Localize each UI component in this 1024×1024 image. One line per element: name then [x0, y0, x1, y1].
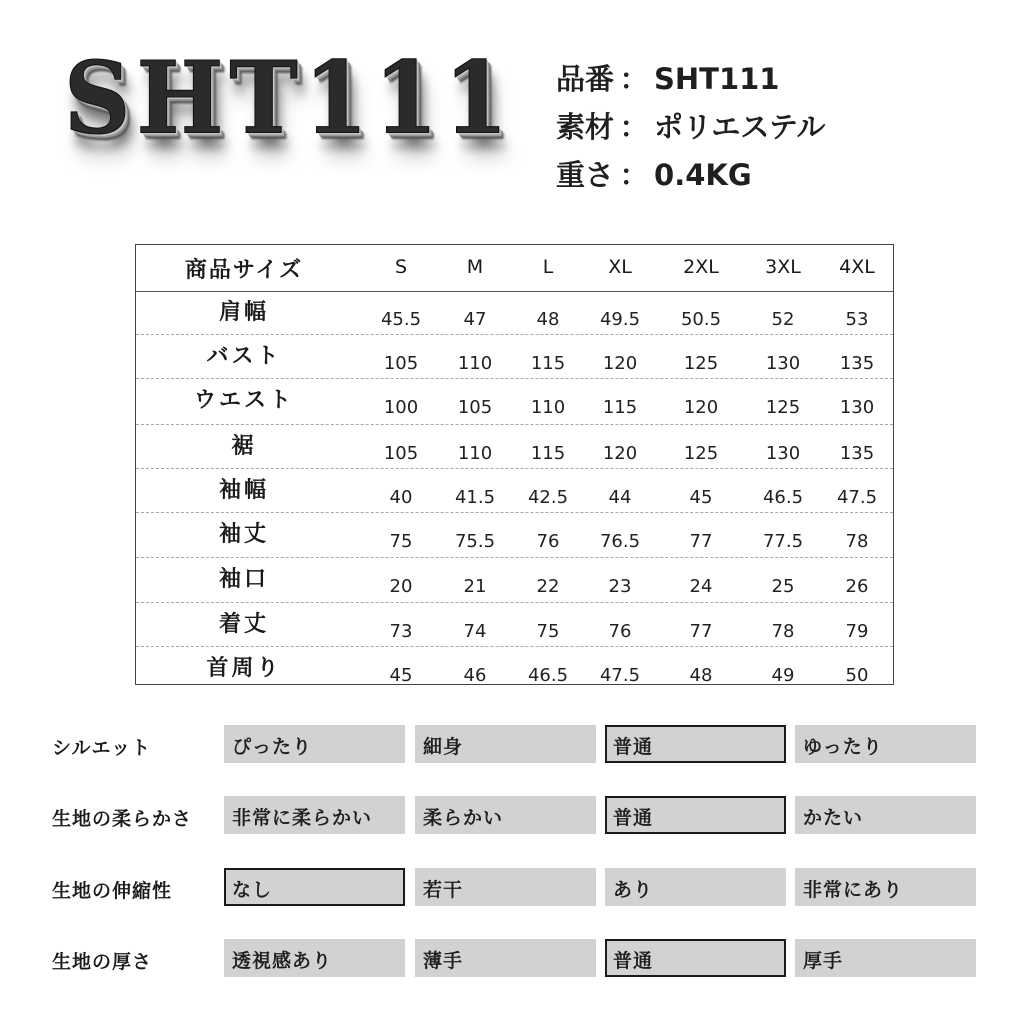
measurement-label: ウエスト [193, 388, 294, 413]
attribute-option: 透視感あり [224, 939, 405, 977]
measurement-value: 50.5 [680, 309, 722, 330]
measurement-label: 袖幅 [218, 478, 269, 503]
attribute-label: 生地の伸縮性 [52, 880, 173, 902]
measurement-value: 110 [530, 397, 566, 418]
measurement-value: 105 [457, 397, 493, 418]
measurement-value: 53 [845, 309, 869, 330]
attribute-option: 細身 [415, 725, 596, 763]
measurement-value: 40 [389, 487, 413, 508]
attribute-option: 柔らかい [415, 796, 596, 834]
size-table-header-label: 商品サイズ [184, 258, 304, 283]
measurement-value: 77 [689, 621, 713, 642]
attribute-label: 生地の柔らかさ [52, 808, 193, 830]
spec-key: 品番 [556, 62, 615, 96]
attribute-option: あり [605, 868, 786, 906]
measurement-value: 125 [683, 353, 719, 374]
product-logo: SHT111 [64, 39, 514, 157]
spec-key: 重さ [556, 158, 615, 192]
measurement-value: 45 [689, 487, 713, 508]
measurement-value: 75.5 [454, 531, 496, 552]
measurement-value: 25 [771, 576, 795, 597]
measurement-value: 115 [530, 353, 566, 374]
attribute-option: 非常にあり [795, 868, 976, 906]
measurement-value: 48 [689, 665, 713, 686]
measurement-value: 47 [463, 309, 487, 330]
measurement-value: 115 [602, 397, 638, 418]
measurement-value: 74 [463, 621, 487, 642]
thickness-row [0, 939, 1024, 979]
measurement-value: 76.5 [599, 531, 641, 552]
measurement-value: 47.5 [836, 487, 878, 508]
size-column-header: M [466, 256, 484, 278]
measurement-value: 75 [389, 531, 413, 552]
measurement-value: 110 [457, 443, 493, 464]
measurement-value: 135 [839, 353, 875, 374]
size-table-row [136, 425, 893, 469]
attribute-option: 若干 [415, 868, 596, 906]
measurement-value: 49.5 [599, 309, 641, 330]
size-table-row [136, 558, 893, 603]
measurement-label: 首周り [206, 656, 282, 681]
measurement-value: 77.5 [762, 531, 804, 552]
attribute-option-selected: 普通 [605, 725, 786, 763]
measurement-value: 52 [771, 309, 795, 330]
size-table-row [136, 291, 893, 335]
attribute-option: ぴったり [224, 725, 405, 763]
measurement-value: 23 [608, 576, 632, 597]
measurement-value: 45.5 [380, 309, 422, 330]
measurement-value: 130 [765, 443, 801, 464]
measurement-value: 26 [845, 576, 869, 597]
size-column-header: 3XL [765, 256, 801, 278]
measurement-value: 76 [536, 531, 560, 552]
measurement-value: 46.5 [527, 665, 569, 686]
measurement-label: 袖丈 [218, 522, 269, 547]
spec-weight [556, 151, 825, 199]
measurement-value: 46.5 [762, 487, 804, 508]
spec-value: 0.4KG [654, 158, 752, 192]
spec-separator: ： [619, 110, 649, 144]
measurement-value: 45 [389, 665, 413, 686]
measurement-value: 115 [530, 443, 566, 464]
size-column-header: 2XL [683, 256, 719, 278]
measurement-value: 21 [463, 576, 487, 597]
measurement-value: 130 [765, 353, 801, 374]
measurement-label: 着丈 [218, 612, 269, 637]
size-table-row [136, 379, 893, 425]
measurement-value: 48 [536, 309, 560, 330]
spec-separator: ： [619, 62, 649, 96]
spec-key: 素材 [556, 110, 615, 144]
measurement-value: 78 [845, 531, 869, 552]
measurement-value: 73 [389, 621, 413, 642]
measurement-value: 79 [845, 621, 869, 642]
measurement-value: 130 [839, 397, 875, 418]
measurement-value: 135 [839, 443, 875, 464]
size-column-header: 4XL [839, 256, 875, 278]
attribute-label: シルエット [52, 737, 152, 759]
spec-product-number [556, 55, 825, 103]
attribute-option-selected: 普通 [605, 796, 786, 834]
product-specs [556, 55, 825, 199]
measurement-label: バスト [206, 344, 282, 369]
measurement-value: 75 [536, 621, 560, 642]
measurement-value: 120 [602, 443, 638, 464]
silhouette-row [0, 725, 1024, 765]
size-table-row [136, 335, 893, 379]
attribute-option: ゆったり [795, 725, 976, 763]
size-table-row [136, 647, 893, 684]
measurement-value: 41.5 [454, 487, 496, 508]
measurement-value: 42.5 [527, 487, 569, 508]
size-column-header: XL [608, 256, 632, 278]
spec-value: SHT111 [654, 62, 780, 96]
measurement-value: 47.5 [599, 665, 641, 686]
spec-material [556, 103, 825, 151]
measurement-value: 105 [383, 443, 419, 464]
spec-value: ポリエステル [654, 110, 826, 144]
size-table-header [136, 245, 893, 292]
attribute-option-selected: 普通 [605, 939, 786, 977]
attribute-label: 生地の厚さ [52, 951, 153, 973]
attribute-option: 薄手 [415, 939, 596, 977]
measurement-value: 22 [536, 576, 560, 597]
size-column-header: L [542, 256, 554, 278]
measurement-value: 125 [683, 443, 719, 464]
size-table-row [136, 603, 893, 647]
attribute-option-selected: なし [224, 868, 405, 906]
measurement-value: 110 [457, 353, 493, 374]
measurement-label: 袖口 [218, 567, 269, 592]
attribute-option: 非常に柔らかい [224, 796, 405, 834]
softness-row [0, 796, 1024, 836]
measurement-value: 100 [383, 397, 419, 418]
size-column-header: S [394, 256, 408, 278]
size-table-row [136, 469, 893, 513]
measurement-value: 120 [683, 397, 719, 418]
measurement-value: 77 [689, 531, 713, 552]
measurement-value: 105 [383, 353, 419, 374]
size-table-row [136, 513, 893, 558]
measurement-value: 20 [389, 576, 413, 597]
measurement-value: 125 [765, 397, 801, 418]
measurement-value: 120 [602, 353, 638, 374]
measurement-value: 50 [845, 665, 869, 686]
measurement-label: 肩幅 [218, 300, 269, 325]
measurement-value: 46 [463, 665, 487, 686]
spec-separator: ： [619, 158, 649, 192]
measurement-value: 44 [608, 487, 632, 508]
size-table [135, 244, 894, 685]
measurement-value: 76 [608, 621, 632, 642]
measurement-label: 裾 [231, 434, 257, 459]
measurement-value: 24 [689, 576, 713, 597]
attribute-option: かたい [795, 796, 976, 834]
measurement-value: 49 [771, 665, 795, 686]
attribute-option: 厚手 [795, 939, 976, 977]
stretch-row [0, 868, 1024, 908]
measurement-value: 78 [771, 621, 795, 642]
